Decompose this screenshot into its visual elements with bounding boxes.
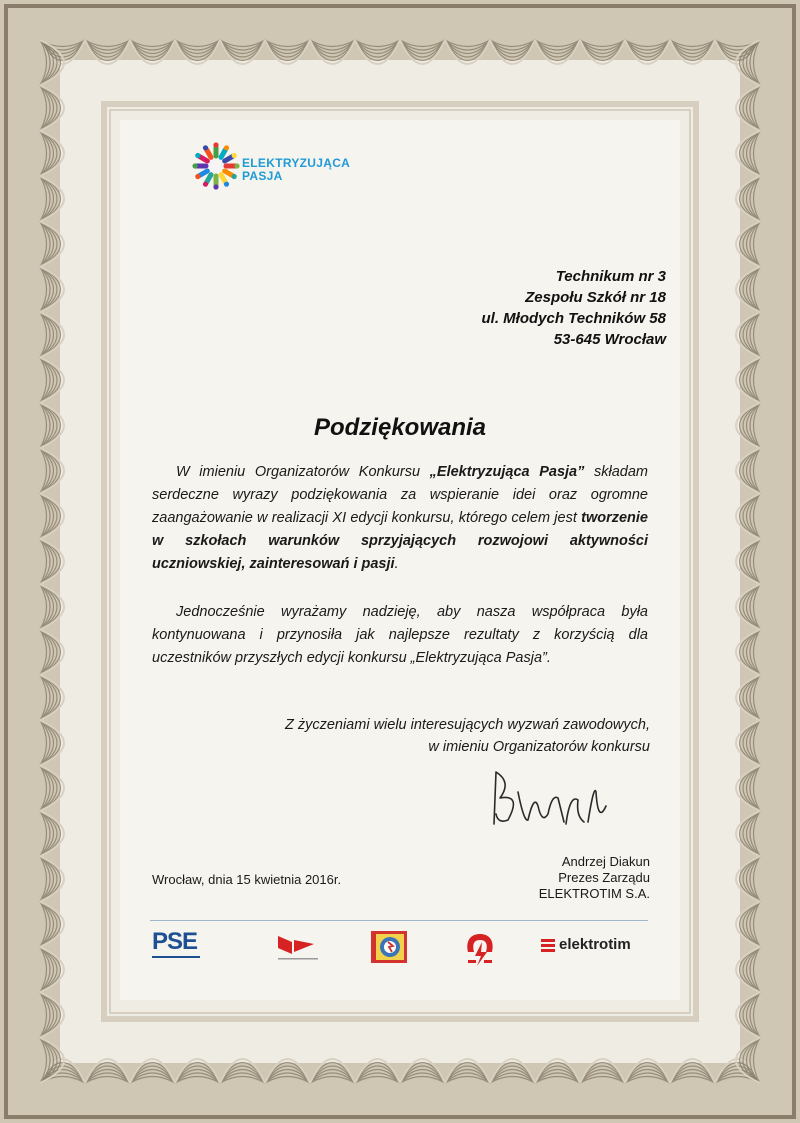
recipient-address	[482, 266, 666, 350]
contest-name: „Elektryzująca Pasja”	[429, 464, 585, 480]
elektrotim-logo-text: elektrotim	[559, 936, 631, 953]
paragraph-1	[152, 461, 648, 576]
signatory-name: Andrzej Diakun	[561, 854, 650, 869]
closing-line-1: Z życzeniami wielu interesujących wyzwań zawodowych,	[284, 717, 650, 733]
pse-logo	[152, 930, 200, 958]
recipient-line-2: Zespołu Szkół nr 18	[525, 289, 666, 306]
logo-line-1: ELEKTRYZUJĄCA	[242, 156, 351, 170]
footer-divider	[150, 920, 648, 921]
signatory-role: Prezes Zarządu	[558, 870, 650, 885]
handwritten-signature	[478, 764, 618, 848]
paragraph-2: Jednocześnie wyrażamy nadzieję, aby nasza współpraca była kontynuowana i przynosiła jak najlepsze rezultaty z korzyścią dla uczestników przyszłych edycji konkursu „Elektryzująca Pasja”.	[152, 604, 648, 666]
pse-logo-text: PSE	[152, 928, 198, 955]
paragraph-1-end: .	[394, 556, 399, 572]
elektrotim-logo	[540, 936, 631, 953]
date-place: Wrocław, dnia 15 kwietnia 2016r.	[152, 872, 342, 887]
sep-logo	[370, 930, 410, 964]
logo-line-2: PASJA	[242, 169, 283, 183]
recipient-line-1: Technikum nr 3	[555, 268, 666, 285]
signatory	[539, 854, 650, 902]
paragraph-1-part-2: składam serdeczne wyrazy podziękowania za wspieranie idei oraz ogromne zaangażowanie w realizacji XI edycji konkursu, którego celem jest	[152, 464, 648, 526]
document-title: Podziękowania	[313, 414, 487, 441]
contest-goal: tworzenie w szkołach warunków sprzyjających rozwojowi aktywności uczniowskiej, zainteresowań i pasji	[152, 510, 648, 572]
elektrotim-stripes-icon	[540, 937, 556, 953]
signatory-company: ELEKTROTIM S.A.	[538, 886, 650, 901]
urzad-dozoru-logo	[274, 930, 322, 962]
logo-text	[242, 157, 350, 183]
elektryzujaca-pasja-logo	[192, 142, 240, 190]
recipient-line-3: ul. Młodych Techników 58	[481, 310, 666, 327]
closing-wishes	[285, 714, 650, 758]
closing-line-2: w imieniu Organizatorów konkursu	[428, 739, 650, 755]
recipient-line-4: 53-645 Wrocław	[553, 331, 666, 348]
paragraph-1-part-1: W imieniu Organizatorów Konkursu	[176, 464, 430, 480]
lightning-sign-logo	[462, 930, 498, 970]
pse-underline	[152, 956, 200, 958]
